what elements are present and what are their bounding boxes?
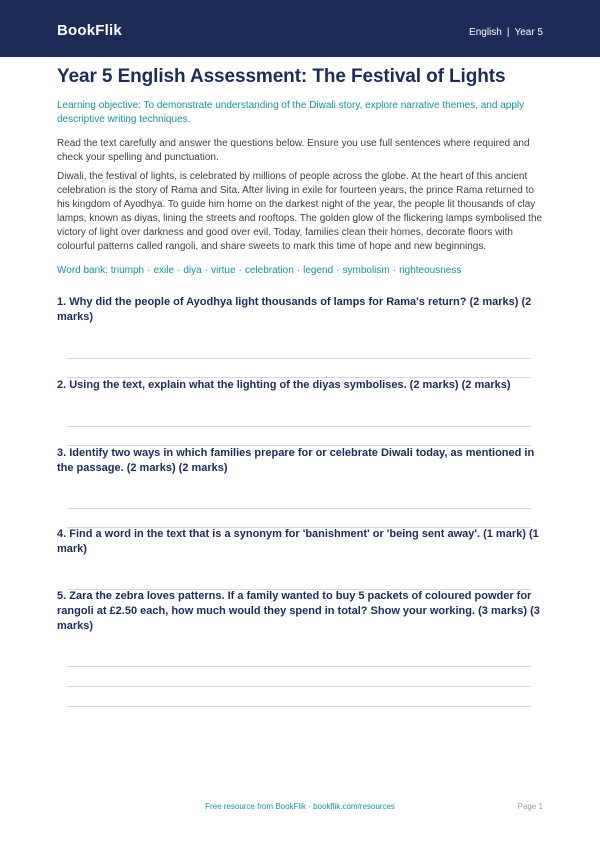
- header-meta: [469, 27, 543, 38]
- word-separator: ·: [204, 265, 209, 276]
- word-bank-word: righteousness: [399, 265, 462, 276]
- year-label: Year 5: [514, 27, 543, 38]
- subject-label: English: [469, 27, 502, 38]
- word-separator: ·: [392, 265, 397, 276]
- answer-line[interactable]: [67, 686, 531, 687]
- word-separator: ·: [177, 265, 181, 276]
- word-bank-word: celebration: [244, 265, 294, 276]
- word-separator: ·: [147, 265, 151, 276]
- footer-credit-link[interactable]: Free resource from BookFlik · bookflik.com/resources: [205, 802, 395, 811]
- answer-line[interactable]: [67, 666, 531, 667]
- word-bank-label: Word bank:: [57, 265, 108, 276]
- question-5: 5. Zara the zebra loves patterns. If a family wanted to buy 5 packets of coloured powder for rangoli at £2.50 each, how much would they spend in total? Show your working. (3 marks) (3 marks): [57, 590, 540, 632]
- word-bank-word: exile: [153, 265, 175, 276]
- answer-line[interactable]: [67, 706, 531, 707]
- word-separator: ·: [336, 265, 340, 276]
- question-2: 2. Using the text, explain what the lighting of the diyas symbolises. (2 marks) (2 marks): [57, 379, 511, 391]
- reading-passage: Diwali, the festival of lights, is celebrated by millions of people across the globe. At the heart of this ancient celebration is the story of Rama and Sita. After living in exile for fourteen years, the prince Rama returned to his kingdom of Ayodhya. To guide him home on the darkest night of the year, the people lit thousands of clay lamps, known as diyas, lining the streets and rooftops. The golden glow of the flickering lamps symbolised the victory of light over darkness and good over evil. Today, families clean their homes, decorate floors with colourful patterns called rangoli, and share sweets to mark this time of hope and new beginnings.: [57, 171, 543, 252]
- page-title: Year 5 English Assessment: The Festival of Lights: [57, 66, 506, 87]
- page-header: [0, 0, 600, 57]
- answer-line[interactable]: [67, 358, 531, 359]
- learning-objective: Learning objective: To demonstrate understanding of the Diwali story, explore narrative themes, and apply descriptive writing techniques.: [57, 100, 525, 125]
- word-bank: [57, 264, 543, 278]
- word-separator: ·: [296, 265, 301, 276]
- meta-separator: |: [506, 27, 510, 38]
- brand-logo: BookFlik: [57, 22, 122, 39]
- word-separator: ·: [238, 265, 242, 276]
- instructions: Read the text carefully and answer the questions below. Ensure you use full sentences where required and check your spelling and punctuation.: [57, 138, 530, 163]
- question-4: 4. Find a word in the text that is a synonym for 'banishment' or 'being sent away'. (1 mark) (1 mark): [57, 528, 539, 555]
- word-bank-word: diya: [183, 265, 202, 276]
- word-bank-word: virtue: [211, 265, 236, 276]
- question-3: 3. Identify two ways in which families prepare for or celebrate Diwali today, as mentioned in the passage. (2 marks) (2 marks): [57, 447, 535, 474]
- question-1: 1. Why did the people of Ayodhya light thousands of lamps for Rama's return? (2 marks) (2 marks): [57, 296, 532, 323]
- page-number: Page 1: [517, 802, 543, 811]
- answer-line[interactable]: [67, 426, 531, 427]
- word-bank-word: legend: [303, 265, 334, 276]
- word-bank-word: triumph: [110, 265, 145, 276]
- answer-line[interactable]: [67, 508, 531, 509]
- word-bank-word: symbolism: [342, 265, 390, 276]
